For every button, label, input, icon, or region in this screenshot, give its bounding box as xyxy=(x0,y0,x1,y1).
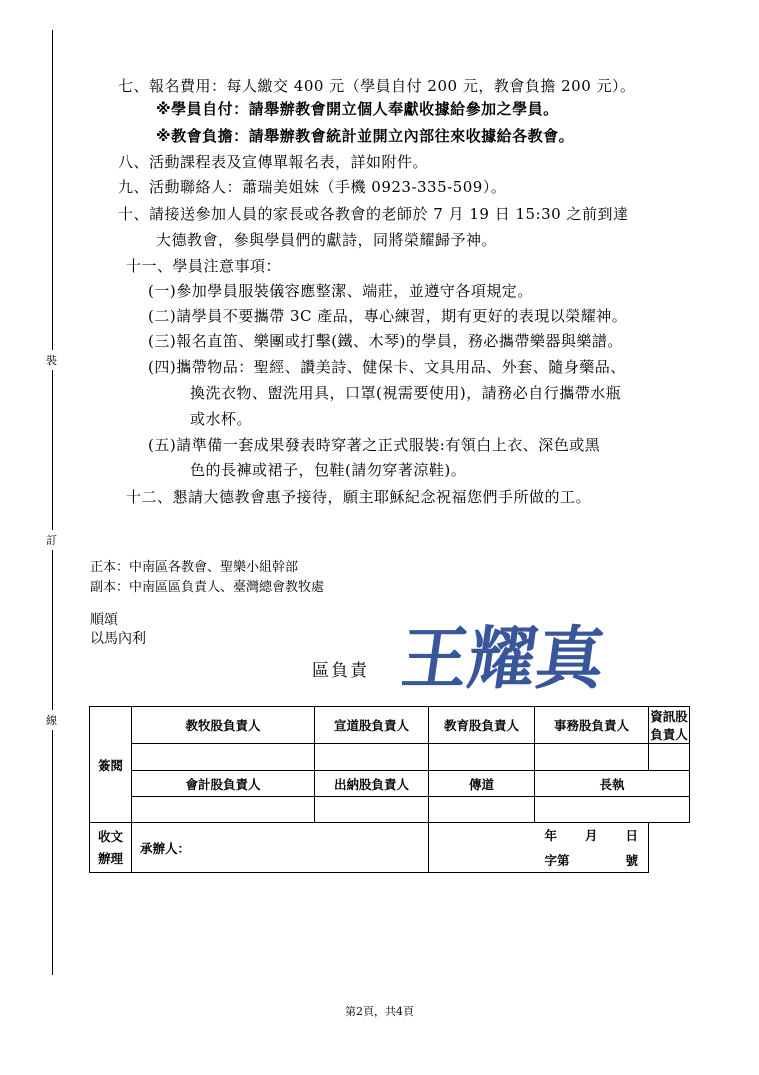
binding-mark-xian: 線 xyxy=(46,710,57,730)
item-fee-note-church: ※教會負擔：請舉辦教會統計並開立內部往來收據給各教會。 xyxy=(156,127,575,145)
item-contact: 九、活動聯絡人：蕭瑞美姐妹（手機 0923-335-509）。 xyxy=(118,178,507,196)
header-cashier: 出納股負責人 xyxy=(315,771,429,797)
sign-box-elders[interactable] xyxy=(535,797,690,823)
date-cell[interactable] xyxy=(429,823,649,848)
closing-greeting: 順頌 xyxy=(90,612,118,628)
binding-mark-zhuang: 裝 xyxy=(46,350,57,370)
copy-main: 正本：中南區各教會、聖樂小組幹部 xyxy=(90,560,299,575)
header-preacher: 傳道 xyxy=(429,771,535,797)
date-month: 月 xyxy=(584,828,598,844)
doc-label-receive: 收文 xyxy=(97,828,123,844)
date-day: 日 xyxy=(625,828,638,844)
item-schedule: 八、活動課程表及宣傳單報名表，詳如附件。 xyxy=(118,153,429,171)
copy-cc: 副本：中南區區負責人、臺灣總會教牧處 xyxy=(90,580,325,595)
doc-number-cell[interactable] xyxy=(429,848,649,873)
binding-line xyxy=(52,30,53,975)
note-4: (四)攜帶物品：聖經、讚美詩、健保卡、文具用品、外套、隨身藥品、 xyxy=(148,358,626,376)
note-2: (二)請學員不要攜帶 3C 產品，專心練習，期有更好的表現以榮耀神。 xyxy=(148,307,628,325)
header-affairs: 事務股負責人 xyxy=(535,707,649,744)
header-education: 教育股負責人 xyxy=(429,707,535,744)
doc-number: 號 xyxy=(625,852,638,868)
item-thanks: 十二、懇請大德教會惠予接待，願主耶穌紀念祝福您們手所做的工。 xyxy=(126,488,592,506)
header-elders: 長執 xyxy=(535,771,690,797)
sign-box-pastoral[interactable] xyxy=(132,744,315,771)
sign-box-it[interactable] xyxy=(649,744,690,771)
note-4-cont-1: 換洗衣物、盥洗用具，口罩(視需要使用)，請務必自行攜帶水瓶 xyxy=(190,384,622,402)
header-mission: 宣道股負責人 xyxy=(315,707,429,744)
sign-box-cashier[interactable] xyxy=(315,797,429,823)
header-accounting: 會計股負責人 xyxy=(132,771,315,797)
signature-brush-icon xyxy=(402,618,642,696)
item-pickup-cont: 大德教會，參與學員們的獻詩，同將榮耀歸予神。 xyxy=(156,231,498,249)
note-1: (一)參加學員服裝儀容應整潔、端莊，並遵守各項規定。 xyxy=(148,282,533,300)
item-fee-note-student: ※學員自付：請舉辦教會開立個人奉獻收據給參加之學員。 xyxy=(156,100,559,118)
handler-cell[interactable] xyxy=(132,823,429,873)
sign-box-accounting[interactable] xyxy=(132,797,315,823)
sign-off-table xyxy=(89,706,690,873)
header-it: 資訊股負責人 xyxy=(649,707,690,744)
item-fee: 七、報名費用：每人繳交 400 元（學員自付 200 元，教會負擔 200 元）。 xyxy=(118,77,636,95)
note-4-cont-2: 或水杯。 xyxy=(190,410,253,428)
note-5-cont: 色的長褲或裙子，包鞋(請勿穿著涼鞋)。 xyxy=(190,461,467,479)
sign-label-cell xyxy=(90,707,132,823)
signature-stamp xyxy=(402,618,642,696)
signature-name: 王耀真 xyxy=(402,619,610,696)
doc-label-cell xyxy=(90,823,132,873)
item-pickup: 十、請接送參加人員的家長或各教會的老師於 7 月 19 日 15:30 之前到達 xyxy=(118,205,629,223)
handler-label: 承辦人： xyxy=(140,840,191,856)
page-footer: 第2頁，共4頁 xyxy=(345,1005,414,1018)
sign-label: 簽閱 xyxy=(97,757,123,773)
closing-blessing: 以馬內利 xyxy=(90,631,146,647)
item-notes-heading: 十一、學員注意事項： xyxy=(126,257,282,275)
doc-word: 字第 xyxy=(544,852,570,868)
date-year: 年 xyxy=(544,828,557,844)
sign-box-education[interactable] xyxy=(429,744,535,771)
header-pastoral: 教牧股負責人 xyxy=(132,707,315,744)
note-3: (三)報名直笛、樂團或打擊(鐵、木琴)的學員，務必攜帶樂器與樂譜。 xyxy=(148,332,623,350)
note-5: (五)請準備一套成果發表時穿著之正式服裝:有領白上衣、深色或黑 xyxy=(148,436,601,454)
sign-box-preacher[interactable] xyxy=(429,797,535,823)
doc-label-handle: 辦理 xyxy=(97,850,123,866)
sign-box-affairs[interactable] xyxy=(535,744,649,771)
signature-label: 區負責 xyxy=(312,661,369,681)
binding-mark-ding: 訂 xyxy=(46,530,57,550)
sign-box-mission[interactable] xyxy=(315,744,429,771)
